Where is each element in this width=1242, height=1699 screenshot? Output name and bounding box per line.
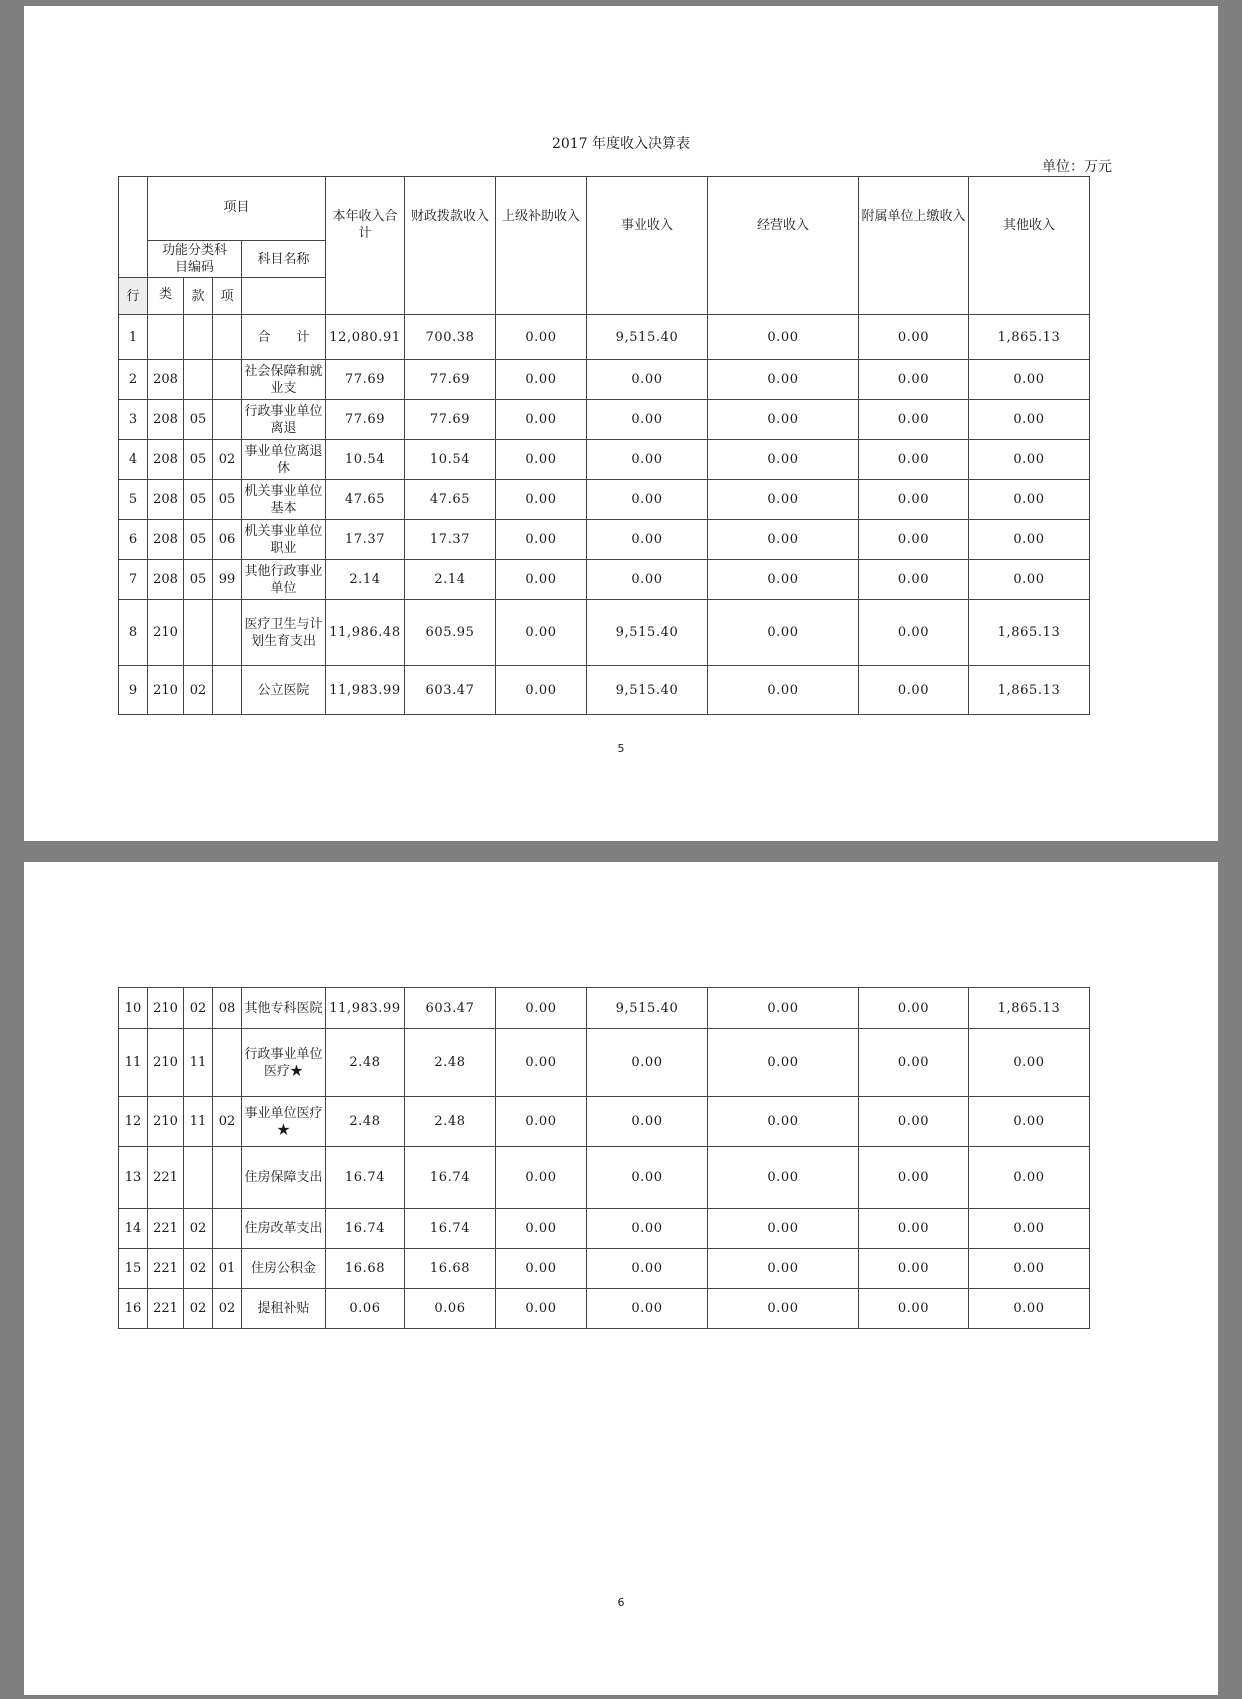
cell-superior: 0.00	[496, 1289, 587, 1329]
cell-name: 合 计	[242, 315, 326, 360]
cell-kuan: 05	[184, 480, 213, 520]
cell-lei: 208	[148, 520, 184, 560]
cell-lei: 210	[148, 1097, 184, 1147]
cell-fiscal: 603.47	[405, 666, 496, 715]
cell-superior: 0.00	[496, 1097, 587, 1147]
cell-operating: 0.00	[708, 1289, 859, 1329]
cell-superior: 0.00	[496, 1029, 587, 1097]
header-subject-name: 科目名称	[242, 241, 326, 278]
cell-row: 16	[119, 1289, 148, 1329]
cell-total: 47.65	[326, 480, 405, 520]
cell-row: 3	[119, 400, 148, 440]
income-table-part1	[118, 176, 1090, 715]
table-row	[119, 440, 1090, 480]
cell-total: 17.37	[326, 520, 405, 560]
cell-lei	[148, 315, 184, 360]
cell-affiliated: 0.00	[859, 600, 969, 666]
cell-operating: 0.00	[708, 1097, 859, 1147]
header-operating: 经营收入	[708, 177, 859, 315]
cell-affiliated: 0.00	[859, 1209, 969, 1249]
cell-xiang	[213, 1029, 242, 1097]
cell-business: 0.00	[587, 520, 708, 560]
cell-superior: 0.00	[496, 400, 587, 440]
cell-other: 0.00	[969, 1147, 1090, 1209]
cell-business: 0.00	[587, 1289, 708, 1329]
cell-fiscal: 16.68	[405, 1249, 496, 1289]
cell-affiliated: 0.00	[859, 520, 969, 560]
cell-lei: 210	[148, 666, 184, 715]
cell-business: 0.00	[587, 360, 708, 400]
cell-other: 0.00	[969, 1097, 1090, 1147]
cell-row: 7	[119, 560, 148, 600]
cell-other: 0.00	[969, 1029, 1090, 1097]
cell-other: 0.00	[969, 440, 1090, 480]
cell-superior: 0.00	[496, 480, 587, 520]
cell-other: 1,865.13	[969, 315, 1090, 360]
cell-operating: 0.00	[708, 1147, 859, 1209]
cell-affiliated: 0.00	[859, 480, 969, 520]
cell-row: 9	[119, 666, 148, 715]
cell-row: 11	[119, 1029, 148, 1097]
cell-kuan	[184, 360, 213, 400]
header-total: 本年收入合计	[326, 177, 405, 315]
cell-other: 0.00	[969, 1209, 1090, 1249]
cell-superior: 0.00	[496, 1209, 587, 1249]
cell-fiscal: 77.69	[405, 360, 496, 400]
cell-affiliated: 0.00	[859, 988, 969, 1029]
income-table-part2	[118, 987, 1090, 1329]
table-row	[119, 1289, 1090, 1329]
cell-business: 0.00	[587, 560, 708, 600]
cell-superior: 0.00	[496, 600, 587, 666]
cell-other: 1,865.13	[969, 600, 1090, 666]
cell-name: 其他行政事业单位	[242, 560, 326, 600]
table-row	[119, 1097, 1090, 1147]
table-row	[119, 1147, 1090, 1209]
cell-fiscal: 2.48	[405, 1029, 496, 1097]
cell-lei: 210	[148, 600, 184, 666]
cell-name: 住房改革支出	[242, 1209, 326, 1249]
cell-xiang	[213, 1209, 242, 1249]
unit-label: 单位：万元	[1042, 159, 1112, 175]
cell-lei: 208	[148, 440, 184, 480]
cell-total: 16.74	[326, 1147, 405, 1209]
cell-name: 住房保障支出	[242, 1147, 326, 1209]
cell-affiliated: 0.00	[859, 666, 969, 715]
page-title: 2017 年度收入决算表	[551, 136, 691, 152]
cell-name: 机关事业单位基本	[242, 480, 326, 520]
table-row	[119, 480, 1090, 520]
cell-kuan: 05	[184, 400, 213, 440]
cell-xiang	[213, 1147, 242, 1209]
cell-lei: 208	[148, 400, 184, 440]
cell-row: 12	[119, 1097, 148, 1147]
cell-row: 5	[119, 480, 148, 520]
cell-superior: 0.00	[496, 440, 587, 480]
cell-xiang	[213, 400, 242, 440]
cell-xiang: 06	[213, 520, 242, 560]
cell-total: 16.74	[326, 1209, 405, 1249]
table-row	[119, 1029, 1090, 1097]
cell-fiscal: 10.54	[405, 440, 496, 480]
table-row	[119, 360, 1090, 400]
cell-affiliated: 0.00	[859, 315, 969, 360]
cell-superior: 0.00	[496, 520, 587, 560]
cell-lei: 221	[148, 1289, 184, 1329]
table-row	[119, 400, 1090, 440]
table-row	[119, 666, 1090, 715]
header-business: 事业收入	[587, 177, 708, 315]
cell-other: 1,865.13	[969, 988, 1090, 1029]
cell-kuan: 02	[184, 666, 213, 715]
cell-operating: 0.00	[708, 315, 859, 360]
cell-kuan: 02	[184, 1289, 213, 1329]
cell-total: 77.69	[326, 360, 405, 400]
cell-other: 0.00	[969, 1249, 1090, 1289]
table-row	[119, 520, 1090, 560]
table-row	[119, 1249, 1090, 1289]
cell-lei: 208	[148, 480, 184, 520]
cell-operating: 0.00	[708, 1209, 859, 1249]
cell-superior: 0.00	[496, 1249, 587, 1289]
header-kuan: 款	[184, 278, 213, 315]
cell-affiliated: 0.00	[859, 1147, 969, 1209]
cell-kuan: 02	[184, 1249, 213, 1289]
cell-name: 提租补贴	[242, 1289, 326, 1329]
cell-total: 12,080.91	[326, 315, 405, 360]
cell-name: 住房公积金	[242, 1249, 326, 1289]
cell-name: 行政事业单位医疗★	[242, 1029, 326, 1097]
cell-lei: 221	[148, 1249, 184, 1289]
cell-other: 0.00	[969, 480, 1090, 520]
cell-fiscal: 2.14	[405, 560, 496, 600]
cell-fiscal: 16.74	[405, 1147, 496, 1209]
cell-affiliated: 0.00	[859, 1289, 969, 1329]
cell-total: 77.69	[326, 400, 405, 440]
cell-kuan	[184, 1147, 213, 1209]
cell-business: 0.00	[587, 440, 708, 480]
table-row	[119, 315, 1090, 360]
cell-superior: 0.00	[496, 988, 587, 1029]
cell-affiliated: 0.00	[859, 360, 969, 400]
cell-other: 0.00	[969, 360, 1090, 400]
page-number: 6	[617, 1596, 625, 1609]
cell-superior: 0.00	[496, 360, 587, 400]
cell-kuan: 05	[184, 560, 213, 600]
cell-superior: 0.00	[496, 315, 587, 360]
cell-xiang	[213, 600, 242, 666]
cell-operating: 0.00	[708, 1249, 859, 1289]
cell-other: 1,865.13	[969, 666, 1090, 715]
cell-kuan: 05	[184, 520, 213, 560]
cell-xiang	[213, 360, 242, 400]
cell-operating: 0.00	[708, 560, 859, 600]
cell-business: 9,515.40	[587, 988, 708, 1029]
cell-total: 0.06	[326, 1289, 405, 1329]
cell-business: 9,515.40	[587, 315, 708, 360]
cell-fiscal: 0.06	[405, 1289, 496, 1329]
cell-xiang	[213, 666, 242, 715]
cell-operating: 0.00	[708, 988, 859, 1029]
cell-xiang: 01	[213, 1249, 242, 1289]
cell-business: 0.00	[587, 1209, 708, 1249]
cell-row: 8	[119, 600, 148, 666]
cell-fiscal: 17.37	[405, 520, 496, 560]
cell-superior: 0.00	[496, 666, 587, 715]
header-item: 项目	[148, 177, 326, 241]
header-subject-blank	[242, 278, 326, 315]
cell-total: 11,983.99	[326, 666, 405, 715]
cell-fiscal: 605.95	[405, 600, 496, 666]
cell-operating: 0.00	[708, 360, 859, 400]
cell-xiang: 02	[213, 440, 242, 480]
cell-other: 0.00	[969, 560, 1090, 600]
cell-lei: 208	[148, 360, 184, 400]
cell-lei: 210	[148, 988, 184, 1029]
cell-row: 14	[119, 1209, 148, 1249]
cell-business: 0.00	[587, 1097, 708, 1147]
cell-kuan: 11	[184, 1029, 213, 1097]
header-affiliated: 附属单位上缴收入	[859, 177, 969, 315]
header-row-label: 行	[119, 278, 148, 315]
header-lei: 类	[148, 278, 184, 315]
cell-business: 0.00	[587, 480, 708, 520]
cell-xiang	[213, 315, 242, 360]
cell-lei: 208	[148, 560, 184, 600]
cell-row: 13	[119, 1147, 148, 1209]
cell-kuan: 05	[184, 440, 213, 480]
cell-xiang: 02	[213, 1289, 242, 1329]
cell-business: 0.00	[587, 1029, 708, 1097]
cell-kuan: 02	[184, 988, 213, 1029]
cell-total: 2.48	[326, 1097, 405, 1147]
cell-other: 0.00	[969, 400, 1090, 440]
header-code-group: 功能分类科目编码	[148, 241, 242, 278]
cell-business: 9,515.40	[587, 600, 708, 666]
header-xiang: 项	[213, 278, 242, 315]
cell-xiang: 05	[213, 480, 242, 520]
cell-name: 事业单位离退休	[242, 440, 326, 480]
cell-total: 16.68	[326, 1249, 405, 1289]
cell-kuan	[184, 600, 213, 666]
cell-lei: 221	[148, 1147, 184, 1209]
cell-row: 1	[119, 315, 148, 360]
cell-row: 6	[119, 520, 148, 560]
cell-operating: 0.00	[708, 600, 859, 666]
cell-superior: 0.00	[496, 560, 587, 600]
header-superior: 上级补助收入	[496, 177, 587, 315]
cell-affiliated: 0.00	[859, 1249, 969, 1289]
cell-kuan	[184, 315, 213, 360]
cell-business: 0.00	[587, 1147, 708, 1209]
cell-operating: 0.00	[708, 400, 859, 440]
cell-total: 11,983.99	[326, 988, 405, 1029]
cell-superior: 0.00	[496, 1147, 587, 1209]
cell-other: 0.00	[969, 1289, 1090, 1329]
cell-business: 0.00	[587, 400, 708, 440]
cell-lei: 210	[148, 1029, 184, 1097]
cell-affiliated: 0.00	[859, 440, 969, 480]
table-row	[119, 600, 1090, 666]
cell-kuan: 11	[184, 1097, 213, 1147]
cell-fiscal: 16.74	[405, 1209, 496, 1249]
cell-row: 2	[119, 360, 148, 400]
cell-name: 其他专科医院	[242, 988, 326, 1029]
cell-affiliated: 0.00	[859, 560, 969, 600]
cell-business: 9,515.40	[587, 666, 708, 715]
header-fiscal: 财政拨款收入	[405, 177, 496, 315]
page-number: 5	[617, 742, 625, 755]
cell-affiliated: 0.00	[859, 1029, 969, 1097]
cell-business: 0.00	[587, 1249, 708, 1289]
cell-fiscal: 47.65	[405, 480, 496, 520]
cell-total: 11,986.48	[326, 600, 405, 666]
cell-name: 机关事业单位职业	[242, 520, 326, 560]
cell-affiliated: 0.00	[859, 1097, 969, 1147]
page-6	[24, 862, 1218, 1695]
cell-name: 行政事业单位离退	[242, 400, 326, 440]
cell-total: 10.54	[326, 440, 405, 480]
cell-total: 2.14	[326, 560, 405, 600]
cell-operating: 0.00	[708, 666, 859, 715]
cell-kuan: 02	[184, 1209, 213, 1249]
table-row	[119, 560, 1090, 600]
page-5	[24, 6, 1218, 841]
table-row	[119, 988, 1090, 1029]
cell-fiscal: 77.69	[405, 400, 496, 440]
table-row	[119, 1209, 1090, 1249]
cell-name: 医疗卫生与计划生育支出	[242, 600, 326, 666]
cell-operating: 0.00	[708, 1029, 859, 1097]
header-corner	[119, 177, 148, 278]
cell-total: 2.48	[326, 1029, 405, 1097]
cell-other: 0.00	[969, 520, 1090, 560]
cell-operating: 0.00	[708, 480, 859, 520]
cell-xiang: 99	[213, 560, 242, 600]
cell-operating: 0.00	[708, 520, 859, 560]
cell-fiscal: 2.48	[405, 1097, 496, 1147]
cell-row: 15	[119, 1249, 148, 1289]
cell-operating: 0.00	[708, 440, 859, 480]
cell-name: 公立医院	[242, 666, 326, 715]
cell-xiang: 08	[213, 988, 242, 1029]
cell-row: 4	[119, 440, 148, 480]
cell-fiscal: 700.38	[405, 315, 496, 360]
cell-lei: 221	[148, 1209, 184, 1249]
cell-row: 10	[119, 988, 148, 1029]
cell-fiscal: 603.47	[405, 988, 496, 1029]
cell-xiang: 02	[213, 1097, 242, 1147]
header-other: 其他收入	[969, 177, 1090, 315]
cell-name: 社会保障和就业支	[242, 360, 326, 400]
cell-affiliated: 0.00	[859, 400, 969, 440]
cell-name: 事业单位医疗★	[242, 1097, 326, 1147]
